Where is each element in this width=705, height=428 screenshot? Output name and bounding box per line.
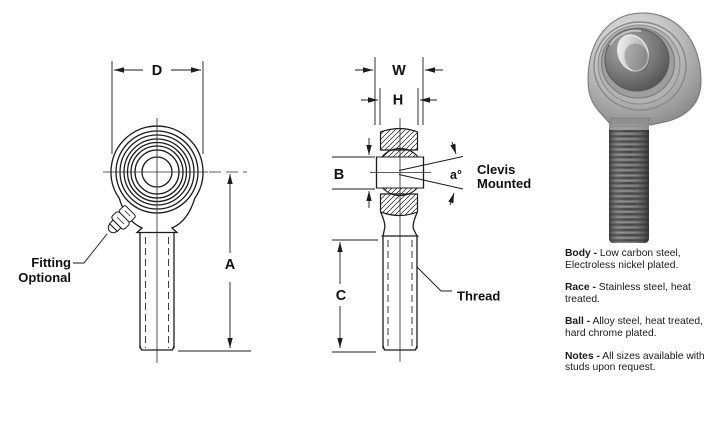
neck-left (381, 213, 385, 236)
dimension-a (178, 172, 251, 351)
product-photo (588, 13, 701, 243)
dimension-w (355, 57, 443, 125)
rod-end-head-side (370, 118, 431, 362)
spec-ball-label: Ball - (565, 316, 591, 328)
clevis-label (477, 162, 531, 191)
housing-cap-top (381, 129, 418, 151)
angle-label: a° (450, 168, 462, 182)
photo-shank-shading (609, 124, 649, 243)
dimension-b (332, 138, 375, 208)
spec-notes (565, 351, 705, 374)
dimension-c (332, 240, 378, 352)
dim-label-a: A (224, 257, 236, 273)
spec-race (565, 282, 705, 305)
dim-label-c: C (335, 288, 347, 304)
fitting-label-line1: Fitting (31, 255, 71, 270)
spec-body (565, 248, 705, 271)
spec-notes-text: All sizes available with studs upon request. (565, 350, 705, 374)
side-view-drawing (332, 57, 531, 362)
dim-label-w: W (392, 63, 406, 79)
spec-notes-label: Notes - (565, 350, 600, 362)
housing-cap-bottom (381, 194, 418, 216)
spec-ball-text: Alloy steel, heat treated, hard chrome plated. (565, 316, 703, 339)
thread-label-text: Thread (457, 288, 501, 304)
spec-ball (565, 316, 705, 339)
fitting-label (18, 234, 107, 285)
spec-race-text: Stainless steel, heat treated. (565, 282, 691, 305)
rod-end-head-front (103, 118, 208, 363)
neck-right (413, 213, 417, 236)
dimension-h (361, 88, 437, 125)
dim-label-d: D (151, 63, 163, 79)
dim-label-h: H (392, 92, 404, 109)
clevis-label-line2: Mounted (477, 176, 532, 191)
spec-body-label: Body - (565, 248, 598, 259)
front-view-drawing (18, 61, 251, 363)
material-specs (565, 248, 705, 385)
fitting-label-line2: Optional (18, 270, 71, 285)
dim-label-b: B (333, 167, 345, 183)
clevis-label-line1: Clevis (477, 162, 516, 177)
photo-shank-chamfer (609, 124, 649, 130)
thread-label (417, 267, 500, 304)
spec-body-text: Low carbon steel, Electroless nickel plated. (565, 248, 681, 271)
grease-fitting (103, 204, 136, 237)
spec-race-label: Race - (565, 282, 596, 294)
